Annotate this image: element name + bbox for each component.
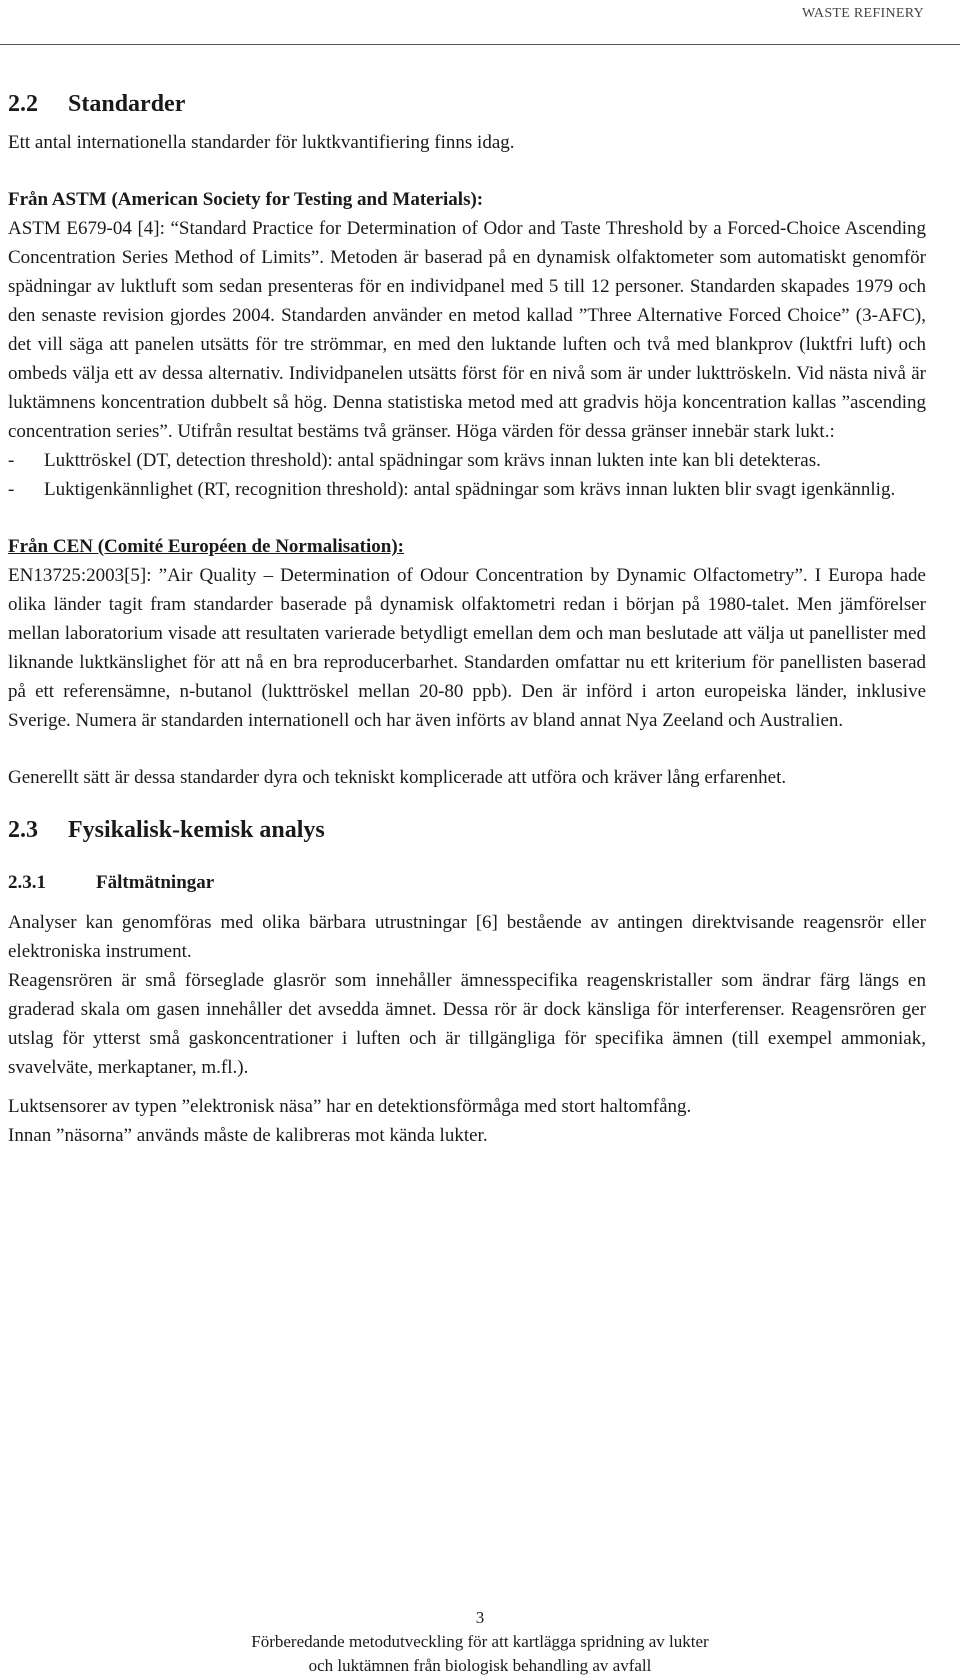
cen-lead: Från CEN (Comité Européen de Normalisation): xyxy=(8,536,404,557)
list-marker: - xyxy=(8,450,15,471)
intro-paragraph: Ett antal internationella standarder för luktkvantifiering finns idag. xyxy=(8,132,515,153)
section-title: Fysikalisk-kemisk analys xyxy=(68,817,325,843)
page-number: 3 xyxy=(475,1608,485,1627)
page-body xyxy=(8,84,926,1150)
page-footer xyxy=(0,1606,960,1678)
field-paragraph-3-line-1: Luktsensorer av typen ”elektronisk näsa” har en detektionsförmåga med stort haltomfång. xyxy=(8,1096,692,1117)
list-item xyxy=(8,475,926,504)
running-header: WASTE REFINERY xyxy=(801,6,924,21)
footer-title-line-1: Förberedande metodutveckling för att kartlägga spridning av lukter xyxy=(251,1632,709,1651)
subsection-heading-2-3-1 xyxy=(8,868,926,898)
list-marker: - xyxy=(8,479,15,500)
section-heading-2-2 xyxy=(8,84,926,124)
summary-paragraph: Generellt sätt är dessa standarder dyra och tekniskt komplicerade att utföra och kräver lång erfarenhet. xyxy=(8,767,787,788)
field-paragraph-1: Analyser kan genomföras med olika bärbara utrustningar [6] bestående av antingen direktvisande reagensrör eller elektroniska instrument. xyxy=(8,912,926,962)
section-number: 2.3 xyxy=(8,817,38,843)
list-item-text: Lukttröskel (DT, detection threshold): antal spädningar som krävs innan lukten inte kan bli detekteras. xyxy=(44,450,821,471)
section-heading-2-3 xyxy=(8,810,926,850)
field-paragraph-2: Reagensrören är små förseglade glasrör som innehåller ämnesspecifika reagenskristaller som ändrar färg längs en graderad skala om gasen innehåller det avsedda ämnet. Dessa rör är dock känsliga för interferenser. Reagensrören ger utslag för ytterst små gaskoncentrationer i luften och är tillgängliga för specifika ämnen (till exempel ammoniak, svavelväte, merkaptaner, m.fl.). xyxy=(8,970,926,1078)
astm-lead: Från ASTM (American Society for Testing and Materials): xyxy=(8,189,484,210)
footer-title-line-2: och luktämnen från biologisk behandling av avfall xyxy=(308,1656,652,1675)
subsection-title: Fältmätningar xyxy=(96,872,215,893)
section-number: 2.2 xyxy=(8,91,38,117)
cen-paragraph: EN13725:2003[5]: ”Air Quality – Determination of Odour Concentration by Dynamic Olfactometry”. I Europa hade olika länder tagit fram standarder baserade på dynamisk olfaktometri redan i början på 1980-talet. Men jämförelser mellan laboratorium visade att resultaten varierade betydligt emellan dem och man beslutade att välja ut panellister med liknande luktkänslighet för att nå en bra reproducerbarhet. Standarden omfattar nu ett kriterium för panellisten baserad på ett referensämne, n-butanol (lukttröskel mellan 20-80 ppb). Den är införd i arton europeiska länder, inklusive Sverige. Numera är standarden internationell och har även införts av bland annat Nya Zeeland och Australien. xyxy=(8,565,926,731)
list-item xyxy=(8,446,926,475)
subsection-number: 2.3.1 xyxy=(8,872,46,893)
astm-paragraph: ASTM E679-04 [4]: “Standard Practice for Determination of Odor and Taste Threshold by a Forced-Choice Ascending Concentration Series Method of Limits”. Metoden är baserad på en dynamisk olfaktometer som automatiskt genomför spädningar av luktluft som sedan presenteras för en individpanel med 5 till 12 personer. Standarden skapades 1979 och den senaste revision gjordes 2004. Standarden använder en metod kallad ”Three Alternative Forced Choice” (3-AFC), det vill säga att panelen utsätts för tre strömmar, en med den luktande luften och två med blankprov (luktfri luft) och ombeds välja ett av dessa alternativ. Individpanelen utsätts först för en nivå som är under lukttröskeln. Vid nästa nivå är luktämnens koncentration dubbelt så hög. Denna statistiska metod med att gradvis höja koncentration kallas ”ascending concentration series”. Utifrån resultat bestäms två gränser. Höga värden för dessa gränser innebär stark lukt.: xyxy=(8,218,926,442)
header-rule xyxy=(0,44,960,45)
list-item-text: Luktigenkännlighet (RT, recognition threshold): antal spädningar som krävs innan lukten blir svagt igenkännlig. xyxy=(44,479,896,500)
field-paragraph-3-line-2: Innan ”näsorna” används måste de kalibreras mot kända lukter. xyxy=(8,1125,488,1146)
section-title: Standarder xyxy=(68,91,186,117)
